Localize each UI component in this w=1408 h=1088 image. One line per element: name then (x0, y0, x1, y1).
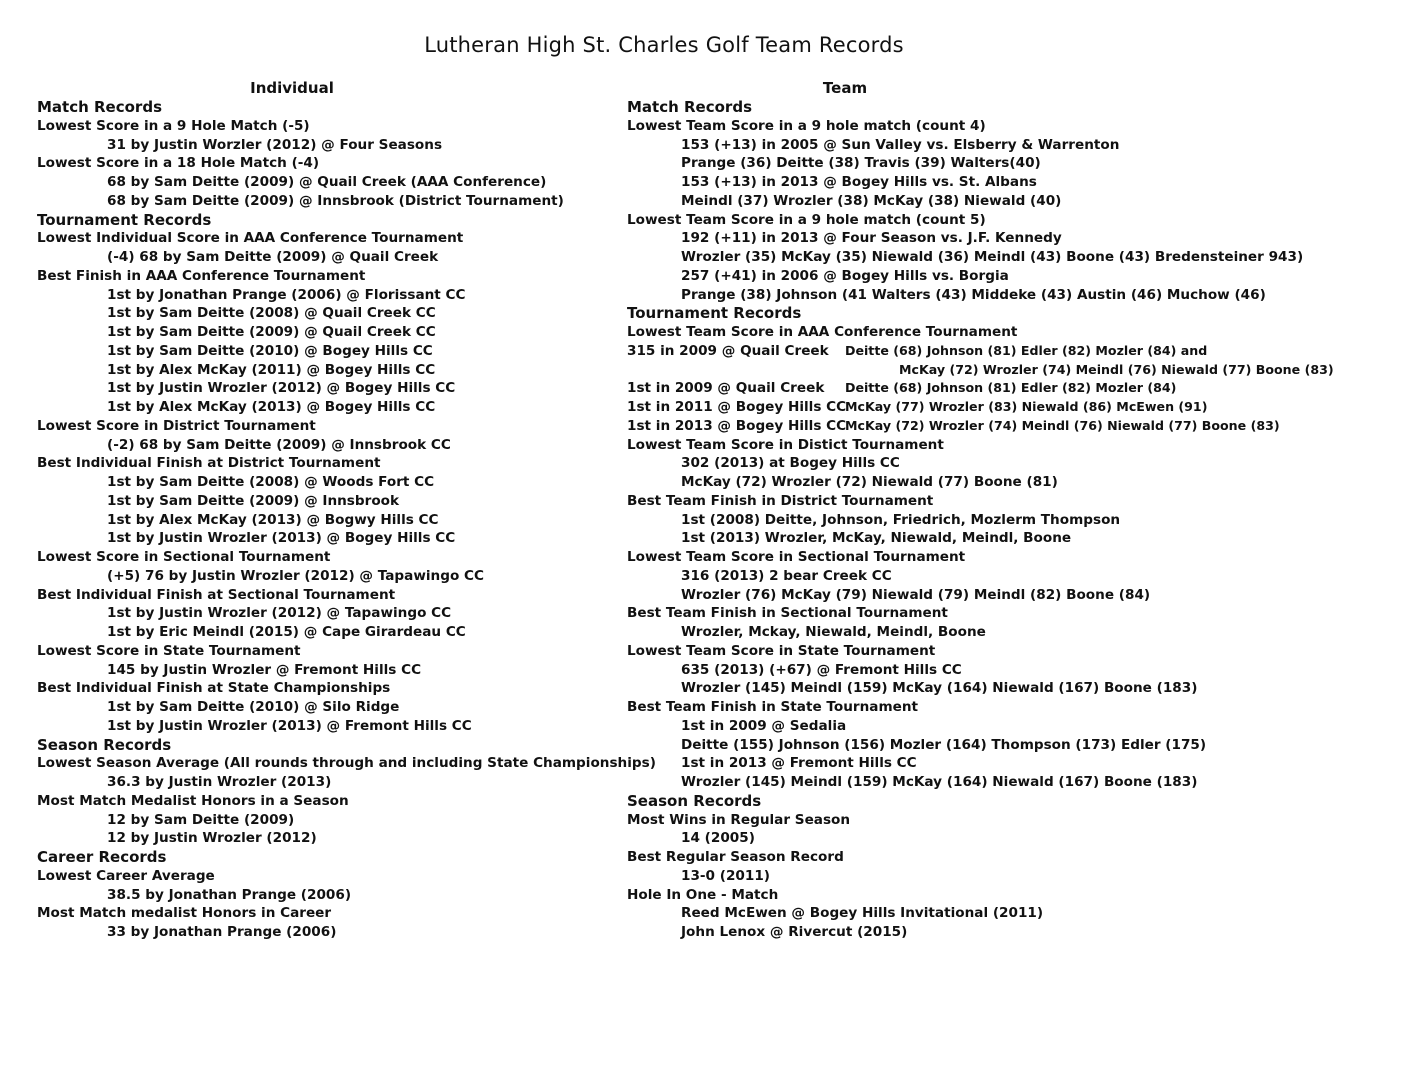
team-record-title: Lowest Team Score in a 9 hole match (count 4) (627, 117, 986, 134)
team-record-detail: McKay (72) Wrozler (72) Niewald (77) Boone (81) (681, 474, 1058, 490)
individual-record-detail: 38.5 by Jonathan Prange (2006) (107, 886, 352, 903)
team-record-detail: 14 (2005) (681, 830, 755, 847)
individual-record-title: Lowest Score in a 18 Hole Match (-4) (37, 155, 320, 172)
individual-record-detail: 68 by Sam Deitte (2009) @ Quail Creek (AAA Conference) (107, 174, 547, 190)
record-players: McKay (77) Wrozler (83) Niewald (86) McEwen (91) (845, 399, 1208, 414)
individual-record-detail: 1st by Sam Deitte (2008) @ Woods Fort CC (107, 474, 435, 490)
record-result: 1st in 2009 @ Quail Creek (627, 380, 825, 397)
record-players: Deitte (68) Johnson (81) Edler (82) Mozler (84) and (845, 342, 1208, 358)
individual-section-heading: Match Records (37, 98, 162, 116)
record-players: Deitte (68) Johnson (81) Edler (82) Mozler (84) (845, 380, 1177, 396)
team-record-detail: Wrozler (145) Meindl (159) McKay (164) Niewald (167) Boone (183) (681, 680, 1198, 697)
team-record-detail: Wrozler (76) McKay (79) Niewald (79) Meindl (82) Boone (84) (681, 586, 1151, 603)
team-record-title: Lowest Team Score in AAA Conference Tournament (627, 324, 1018, 340)
individual-record-detail: 1st by Sam Deitte (2010) @ Bogey Hills CC (107, 342, 433, 359)
team-record-detail: 153 (+13) in 2005 @ Sun Valley vs. Elsberry & Warrenton (681, 136, 1120, 153)
individual-record-title: Lowest Career Average (37, 867, 215, 884)
individual-record-detail: 1st by Justin Wrozler (2013) @ Fremont Hills CC (107, 717, 472, 734)
team-record-title: Best Team Finish in State Tournament (627, 699, 919, 715)
individual-record-detail: 145 by Justin Wrozler @ Fremont Hills CC (107, 661, 422, 678)
team-record-title: Hole In One - Match (627, 886, 779, 903)
individual-record-detail: 1st by Justin Wrozler (2012) @ Bogey Hills CC (107, 380, 456, 397)
individual-record-title: Lowest Score in District Tournament (37, 417, 316, 434)
team-record-title: Lowest Team Score in State Tournament (627, 642, 936, 659)
page-title: Lutheran High St. Charles Golf Team Records (424, 33, 904, 57)
individual-record-detail: 1st by Sam Deitte (2009) @ Quail Creek CC (107, 324, 436, 340)
individual-record-title: Best Individual Finish at District Tournament (37, 455, 381, 472)
individual-record-detail: 1st by Alex McKay (2011) @ Bogey Hills CC (107, 361, 436, 378)
team-record-detail: Prange (38) Johnson (41 Walters (43) Middeke (43) Austin (46) Muchow (46) (681, 286, 1266, 303)
individual-heading: Individual (250, 79, 334, 97)
team-record-detail: 192 (+11) in 2013 @ Four Season vs. J.F. Kennedy (681, 230, 1062, 247)
individual-record-detail: 12 by Sam Deitte (2009) (107, 811, 295, 828)
individual-record-detail: 1st by Sam Deitte (2010) @ Silo Ridge (107, 699, 400, 715)
individual-record-title: Best Finish in AAA Conference Tournament (37, 267, 366, 284)
team-record-detail: 1st (2008) Deitte, Johnson, Friedrich, Mozlerm Thompson (681, 511, 1121, 528)
team-record-title: Best Team Finish in District Tournament (627, 492, 934, 509)
team-record-title: Lowest Team Score in Sectional Tournament (627, 549, 966, 565)
individual-record-title: Best Individual Finish at Sectional Tournament (37, 586, 396, 603)
individual-record-detail: 1st by Justin Wrozler (2013) @ Bogey Hills CC (107, 530, 456, 547)
individual-record-detail: 1st by Sam Deitte (2008) @ Quail Creek CC (107, 305, 436, 322)
individual-record-detail: 36.3 by Justin Wrozler (2013) (107, 774, 332, 790)
individual-record-title: Most Match medalist Honors in Career (37, 905, 332, 922)
team-record-detail-row (627, 417, 1327, 436)
individual-record-title: Lowest Score in Sectional Tournament (37, 549, 331, 565)
team-record-detail: John Lenox @ Rivercut (2015) (681, 924, 908, 940)
record-result: 1st in 2013 @ Bogey Hills CC (627, 417, 847, 434)
individual-record-detail: 1st by Jonathan Prange (2006) @ Florissant CC (107, 286, 466, 303)
team-record-detail: 635 (2013) (+67) @ Fremont Hills CC (681, 661, 962, 678)
individual-section-heading: Season Records (37, 735, 172, 754)
team-section-heading: Season Records (627, 791, 762, 810)
team-record-title: Best Team Finish in Sectional Tournament (627, 605, 948, 622)
team-section-heading: Match Records (627, 98, 752, 116)
team-record-detail: Wrozler (145) Meindl (159) McKay (164) Niewald (167) Boone (183) (681, 774, 1198, 790)
team-record-detail-row (627, 342, 1327, 361)
team-record-players: McKay (72) Wrozler (74) Meindl (76) Niewald (77) Boone (83) (899, 361, 1334, 377)
individual-records-list (37, 98, 656, 942)
team-record-detail: 316 (2013) 2 bear Creek CC (681, 567, 892, 584)
team-record-detail: Deitte (155) Johnson (156) Mozler (164) Thompson (173) Edler (175) (681, 736, 1207, 753)
team-record-detail-row (627, 398, 1327, 417)
team-record-detail: 1st (2013) Wrozler, McKay, Niewald, Meindl, Boone (681, 530, 1072, 547)
individual-record-detail: 33 by Jonathan Prange (2006) (107, 924, 337, 940)
team-record-detail: 13-0 (2011) (681, 867, 771, 884)
individual-record-detail: (-4) 68 by Sam Deitte (2009) @ Quail Creek (107, 249, 439, 265)
team-record-detail: Wrozler (35) McKay (35) Niewald (36) Meindl (43) Boone (43) Bredensteiner 943) (681, 249, 1304, 265)
team-record-title: Best Regular Season Record (627, 849, 844, 865)
individual-record-detail: 1st by Alex McKay (2013) @ Bogwy Hills CC (107, 511, 439, 528)
team-record-detail: 1st in 2009 @ Sedalia (681, 717, 847, 734)
team-record-title: Lowest Team Score in Distict Tournament (627, 436, 944, 453)
team-record-detail-row (627, 379, 1327, 398)
team-column (627, 79, 1334, 942)
team-record-title: Most Wins in Regular Season (627, 811, 851, 828)
individual-record-title: Best Individual Finish at State Championships (37, 680, 391, 697)
team-record-title: Lowest Team Score in a 9 hole match (count 5) (627, 211, 986, 228)
team-record-detail: Prange (36) Deitte (38) Travis (39) Walters(40) (681, 155, 1041, 172)
individual-record-detail: (-2) 68 by Sam Deitte (2009) @ Innsbrook CC (107, 436, 451, 453)
record-players: McKay (72) Wrozler (74) Meindl (76) Niewald (77) Boone (83) (845, 417, 1280, 433)
individual-record-detail: 1st by Sam Deitte (2009) @ Innsbrook (107, 492, 400, 509)
team-record-detail: 302 (2013) at Bogey Hills CC (681, 455, 900, 472)
team-record-detail: 1st in 2013 @ Fremont Hills CC (681, 755, 917, 772)
team-heading: Team (822, 79, 868, 97)
team-record-detail: Meindl (37) Wrozler (38) McKay (38) Niewald (40) (681, 192, 1062, 209)
individual-record-title: Lowest Individual Score in AAA Conference Tournament (37, 230, 464, 247)
individual-column (37, 79, 656, 942)
individual-record-detail: 12 by Justin Wrozler (2012) (107, 830, 317, 847)
individual-record-title: Lowest Score in a 9 Hole Match (-5) (37, 117, 310, 134)
individual-section-heading: Tournament Records (37, 210, 212, 229)
individual-record-detail: 31 by Justin Worzler (2012) @ Four Seasons (107, 136, 443, 153)
team-record-detail: Reed McEwen @ Bogey Hills Invitational (2011) (681, 905, 1044, 922)
team-record-detail: Wrozler, Mckay, Niewald, Meindl, Boone (681, 624, 986, 640)
team-section-heading: Tournament Records (627, 304, 802, 323)
individual-record-title: Most Match Medalist Honors in a Season (37, 792, 349, 809)
individual-record-detail: 68 by Sam Deitte (2009) @ Innsbrook (District Tournament) (107, 192, 564, 209)
record-result: 1st in 2011 @ Bogey Hills CC (627, 399, 847, 415)
individual-record-detail: 1st by Justin Wrozler (2012) @ Tapawingo CC (107, 605, 452, 622)
individual-record-title: Lowest Season Average (All rounds through and including State Championships) (37, 755, 656, 772)
individual-record-title: Lowest Score in State Tournament (37, 642, 301, 659)
team-record-detail: 153 (+13) in 2013 @ Bogey Hills vs. St. Albans (681, 174, 1037, 190)
individual-record-detail: 1st by Alex McKay (2013) @ Bogey Hills CC (107, 399, 436, 415)
individual-record-detail: 1st by Eric Meindl (2015) @ Cape Girardeau CC (107, 624, 466, 640)
individual-record-detail: (+5) 76 by Justin Wrozler (2012) @ Tapawingo CC (107, 567, 484, 584)
team-record-detail: 257 (+41) in 2006 @ Bogey Hills vs. Borgia (681, 267, 1009, 284)
record-result: 315 in 2009 @ Quail Creek (627, 342, 829, 359)
team-records-list (627, 98, 1334, 942)
individual-section-heading: Career Records (37, 848, 167, 866)
